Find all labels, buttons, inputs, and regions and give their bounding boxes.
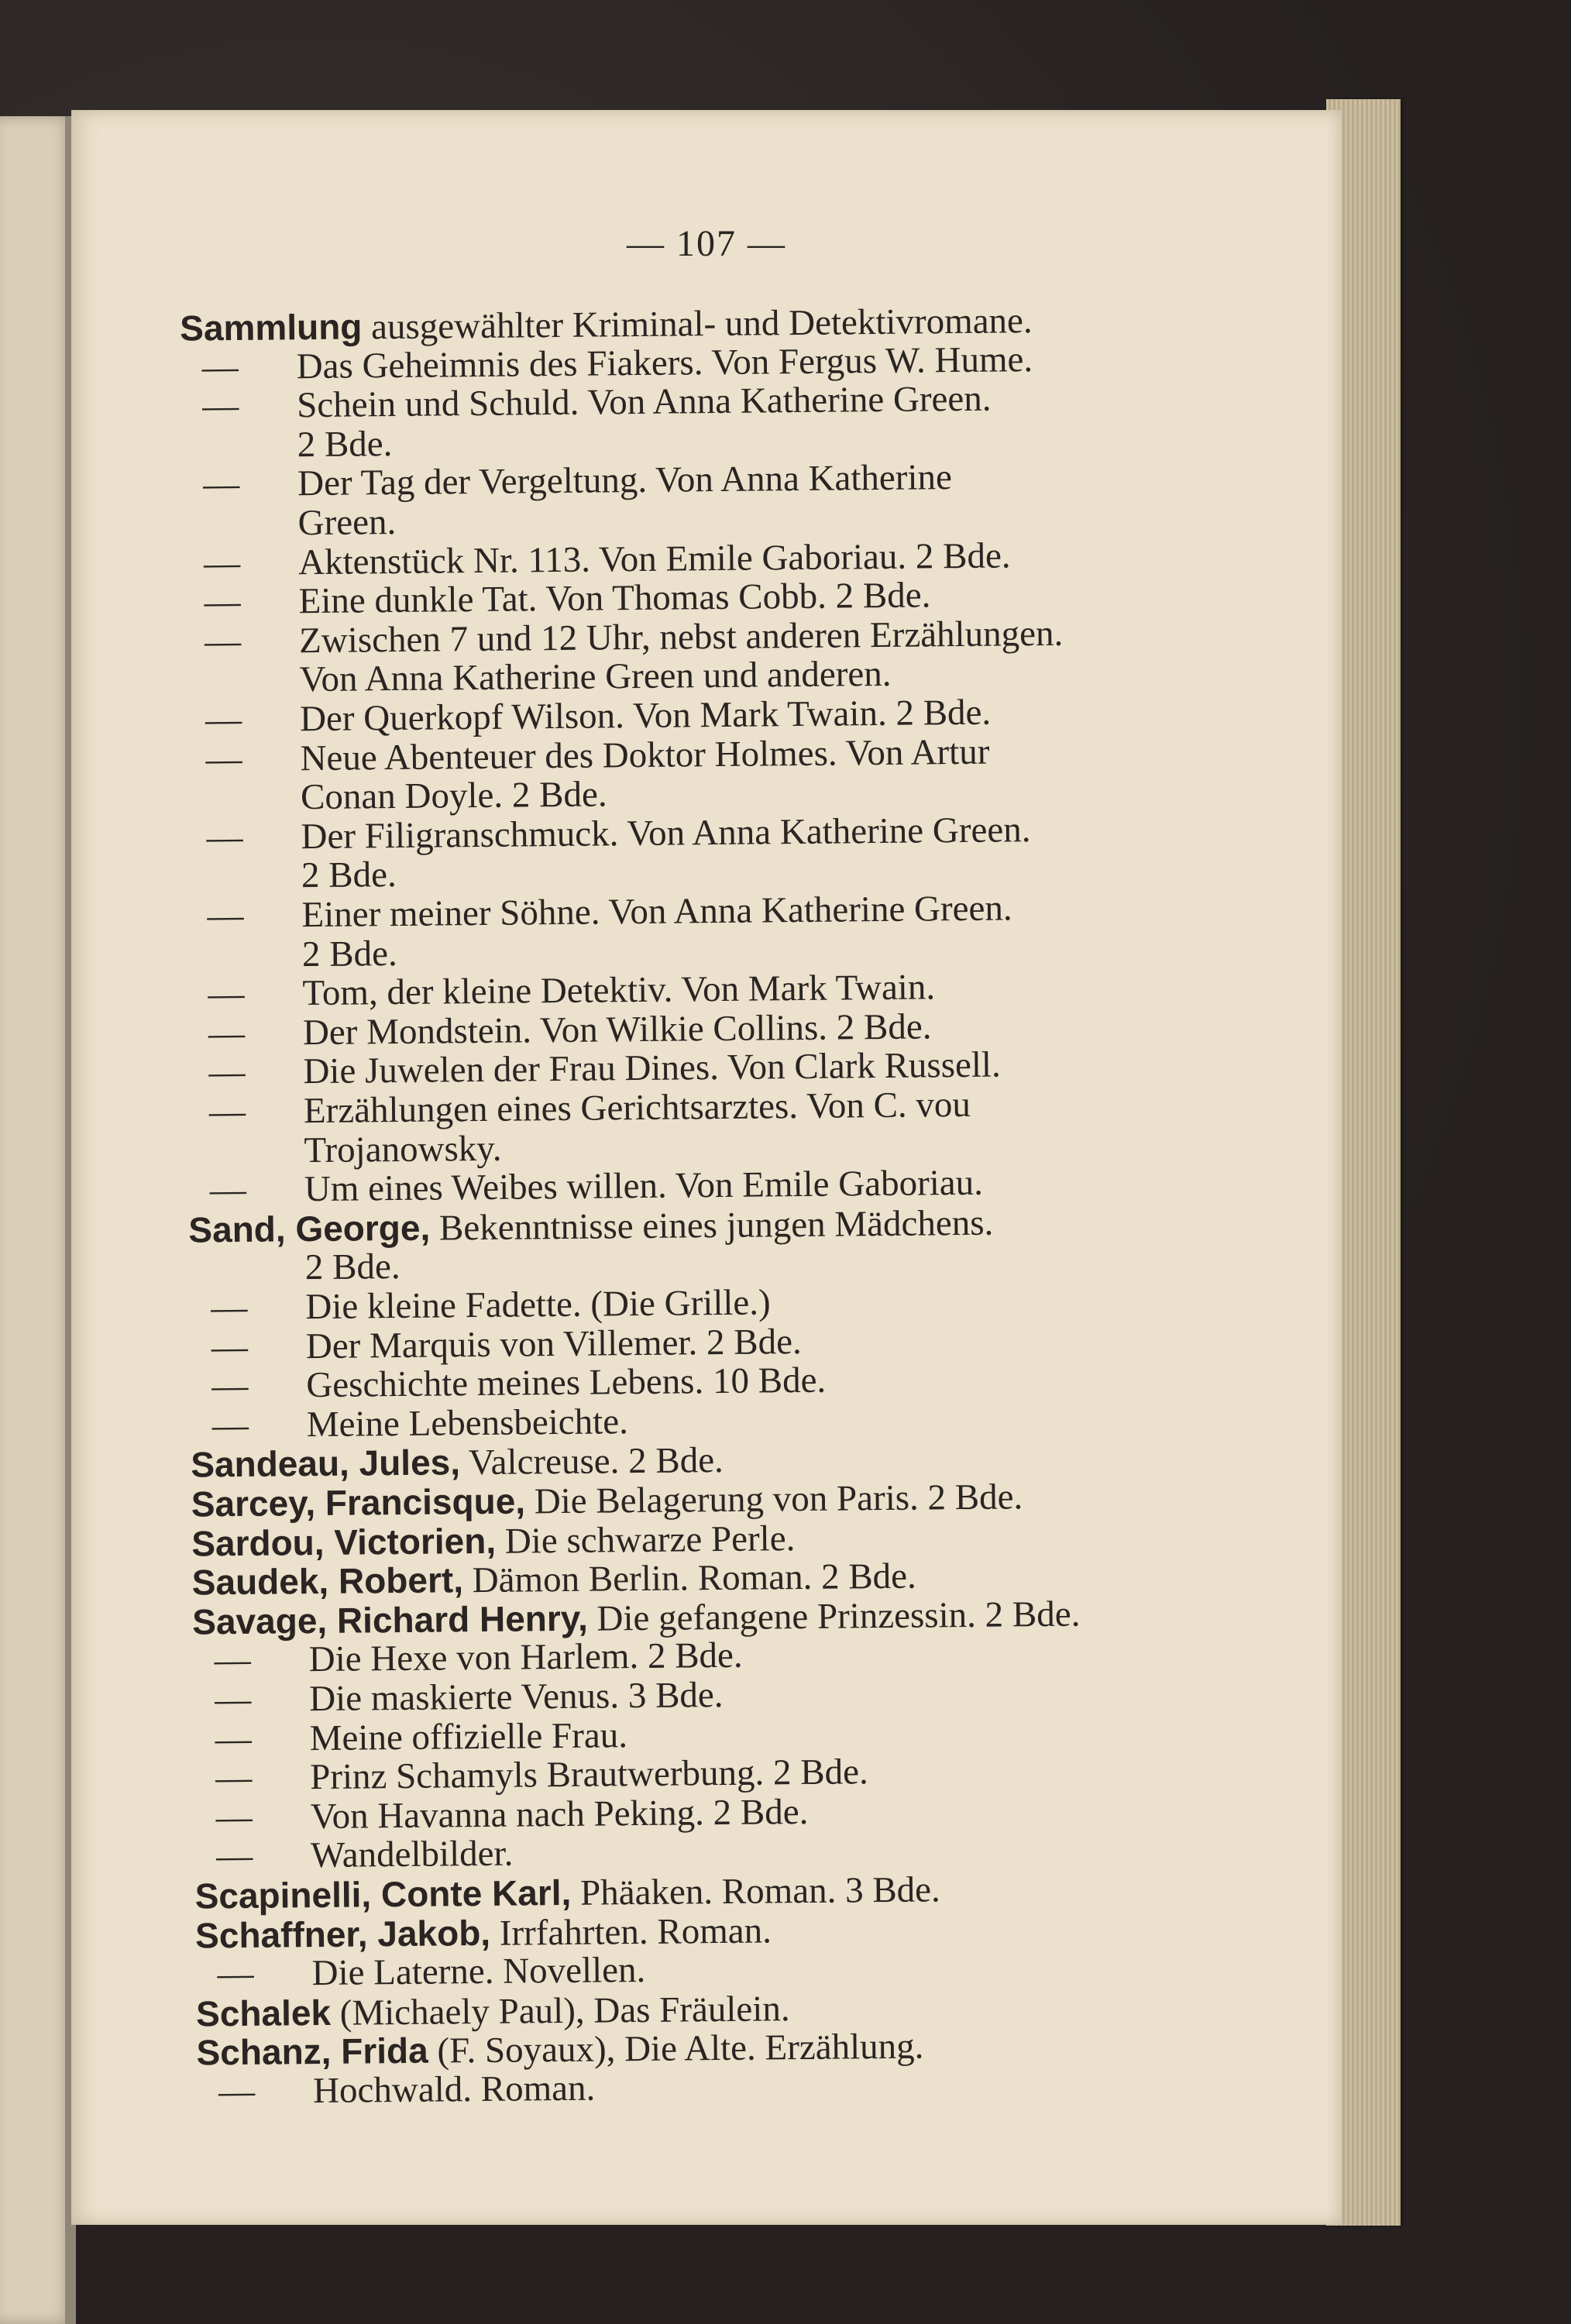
catalog-continuation-line	[301, 855, 397, 895]
entry-text: Zwischen 7 und 12 Uhr, nebst anderen Erzählungen.	[298, 613, 1064, 661]
entry-dash: —	[208, 1091, 246, 1133]
catalog-heading-line	[194, 1869, 940, 1915]
catalog-heading-line	[196, 2027, 923, 2072]
entry-text: Meine offizielle Frau.	[309, 1714, 628, 1758]
author-name: Schanz, Frida	[196, 2030, 428, 2073]
catalog-heading-line	[191, 1518, 796, 1563]
catalog-continuation-line	[299, 655, 891, 699]
catalog-entry-line	[210, 1164, 983, 1210]
entry-text: Aktenstück Nr. 113. Von Emile Gaboriau. 2 Bde.	[297, 535, 1011, 583]
entry-dash: —	[217, 1954, 254, 1995]
catalog-heading-line	[195, 1910, 772, 1954]
entry-dash: —	[202, 464, 240, 505]
entry-text: Die maskierte Venus. 3 Bde.	[308, 1675, 724, 1720]
catalog-entry-line	[207, 889, 1012, 935]
entry-text: Phäaken. Roman. 3 Bde.	[571, 1869, 941, 1913]
catalog-entry-line	[216, 1834, 514, 1876]
entry-text: Die schwarze Perle.	[495, 1518, 796, 1562]
entry-dash: —	[211, 1326, 249, 1367]
entry-text: ausgewählter Kriminal- und Detektivromane.	[362, 301, 1033, 348]
catalog-entry-line	[215, 1752, 868, 1797]
entry-dash: —	[205, 738, 242, 779]
catalog-continuation-line	[301, 775, 607, 817]
entry-text: (Michaely Paul), Das Fräulein.	[330, 1988, 790, 2033]
entry-text: Die gefangene Prinzessin. 2 Bde.	[587, 1593, 1081, 1639]
entry-text: Bekenntnisse eines jungen Mädchens.	[430, 1202, 994, 1249]
catalog-entry-line	[205, 732, 989, 779]
author-name: Sand, George,	[188, 1207, 431, 1250]
entry-dash: —	[203, 542, 241, 583]
entry-dash: —	[208, 1052, 246, 1093]
catalog-entry-line	[215, 1716, 627, 1758]
entry-dash: —	[208, 1012, 246, 1054]
entry-text: Der Filigranschmuck. Von Anna Katherine Green.	[301, 809, 1031, 857]
catalog-entry-line	[202, 380, 992, 426]
entry-text: Der Marquis von Villemer. 2 Bde.	[305, 1321, 802, 1367]
entry-text: Der Mondstein. Von Wilkie Collins. 2 Bde.	[302, 1006, 932, 1053]
catalog-heading-line	[191, 1440, 724, 1484]
entry-dash: —	[211, 1404, 249, 1446]
catalog-entries	[71, 297, 1342, 2113]
author-name: Savage, Richard Henry,	[192, 1597, 588, 1642]
entry-text: Schein und Schuld. Von Anna Katherine Green.	[296, 378, 992, 426]
entry-text: Die Hexe von Harlem. 2 Bde.	[308, 1635, 743, 1680]
entry-dash: —	[207, 895, 244, 937]
catalog-entry-line	[217, 1951, 645, 1993]
entry-dash: —	[211, 1366, 249, 1407]
catalog-entry-line	[211, 1322, 802, 1367]
entry-dash: —	[201, 386, 239, 427]
entry-text: Erzählungen eines Gerichtsarztes. Von C. vou	[303, 1084, 971, 1132]
entry-text: Einer meiner Söhne. Von Anna Katherine Green.	[301, 888, 1012, 936]
entry-text: Valcreuse. 2 Bde.	[459, 1440, 724, 1483]
entry-text: Trojanowsky.	[304, 1128, 502, 1171]
catalog-heading-line	[196, 1989, 790, 2033]
entry-text: Green.	[297, 501, 397, 544]
catalog-heading-line	[192, 1556, 916, 1602]
catalog-entry-line	[215, 1676, 724, 1719]
entry-text: Neue Abenteuer des Doktor Holmes. Von Artur	[300, 731, 990, 779]
entry-text: Das Geheimnis des Fiakers. Von Fergus W. Hume.	[296, 339, 1033, 387]
catalog-entry-line	[218, 2069, 596, 2112]
entry-text: Hochwald. Roman.	[312, 2068, 596, 2112]
entry-dash: —	[214, 1679, 252, 1721]
author-name: Scapinelli, Conte Karl,	[194, 1872, 572, 1917]
author-name: Schaffner, Jakob,	[194, 1912, 491, 1956]
entry-dash: —	[215, 1796, 253, 1838]
entry-text: 2 Bde.	[297, 423, 393, 466]
entry-dash: —	[215, 1758, 253, 1799]
author-name: Saudek, Robert,	[191, 1559, 464, 1603]
entry-text: Die Juwelen der Frau Dines. Von Clark Russell.	[303, 1044, 1001, 1092]
entry-dash: —	[211, 1287, 248, 1329]
catalog-continuation-line	[305, 1247, 400, 1287]
entry-dash: —	[205, 699, 242, 741]
entry-text: Der Querkopf Wilson. Von Mark Twain. 2 Bde.	[299, 692, 992, 740]
catalog-entry-line	[206, 810, 1030, 857]
author-name: Sarcey, Francisque,	[191, 1480, 526, 1525]
catalog-entry-line	[215, 1636, 743, 1680]
author-name: Sandeau, Jules,	[191, 1442, 461, 1485]
entry-dash: —	[204, 582, 241, 623]
entry-text: (F. Soyaux), Die Alte. Erzählung.	[428, 2026, 924, 2072]
entry-text: Um eines Weibes willen. Von Emile Gaboriau.	[304, 1162, 984, 1210]
entry-dash: —	[215, 1718, 252, 1759]
catalog-heading-line	[192, 1593, 1081, 1641]
catalog-entry-line	[211, 1361, 826, 1406]
page-number: — 107 —	[627, 223, 786, 264]
entry-dash: —	[218, 2071, 256, 2113]
catalog-continuation-line	[297, 425, 392, 464]
entry-text: 2 Bde.	[301, 933, 397, 975]
catalog-heading-line	[188, 1202, 993, 1249]
entry-text: Meine Lebensbeichte.	[306, 1401, 629, 1445]
catalog-continuation-line	[297, 503, 396, 542]
entry-text: Conan Doyle. 2 Bde.	[300, 774, 607, 818]
entry-text: Der Tag der Vergeltung. Von Anna Katherine	[297, 457, 953, 504]
catalog-entry-line	[205, 614, 1064, 662]
entry-dash: —	[204, 621, 242, 662]
entry-text: 2 Bde.	[301, 854, 397, 896]
entry-dash: —	[215, 1836, 253, 1877]
catalog-continuation-line	[302, 934, 397, 974]
catalog-entry-line	[209, 1085, 971, 1131]
entry-text: Geschichte meines Lebens. 10 Bde.	[306, 1360, 827, 1406]
catalog-entry-line	[215, 1793, 808, 1837]
entry-text: Prinz Schamyls Brautwerbung. 2 Bde.	[309, 1752, 868, 1798]
catalog-heading-line	[191, 1477, 1023, 1523]
entry-text: Von Anna Katherine Green und anderen.	[299, 654, 892, 700]
entry-dash: —	[208, 974, 245, 1015]
catalog-entry-line	[211, 1283, 771, 1327]
entry-text: Irrfahrten. Roman.	[490, 1910, 772, 1954]
entry-dash: —	[214, 1640, 251, 1681]
entry-dash: —	[201, 346, 239, 387]
entry-dash: —	[206, 816, 243, 858]
entry-text: Die Belagerung von Paris. 2 Bde.	[524, 1477, 1023, 1522]
entry-text: Dämon Berlin. Roman. 2 Bde.	[462, 1556, 917, 1601]
entry-text: Die kleine Fadette. (Die Grille.)	[305, 1282, 771, 1328]
entry-text: Tom, der kleine Detektiv. Von Mark Twain.	[302, 967, 936, 1014]
entry-text: Die Laterne. Novellen.	[311, 1950, 646, 1994]
author-name: Sammlung	[179, 306, 363, 349]
entry-text: Von Havanna nach Peking. 2 Bde.	[310, 1791, 809, 1837]
author-name: Sardou, Victorien,	[191, 1520, 497, 1564]
catalog-entry-line	[212, 1402, 628, 1445]
entry-dash: —	[209, 1170, 247, 1211]
catalog-continuation-line	[304, 1129, 502, 1169]
left-page-edge	[0, 116, 74, 2324]
entry-text: Eine dunkle Tat. Von Thomas Cobb. 2 Bde.	[298, 575, 931, 622]
catalog-entry-line	[203, 458, 952, 504]
author-name: Schalek	[195, 1992, 332, 2034]
book-page	[71, 110, 1342, 2225]
entry-text: Wandelbilder.	[310, 1834, 514, 1876]
entry-text: 2 Bde.	[304, 1246, 400, 1288]
